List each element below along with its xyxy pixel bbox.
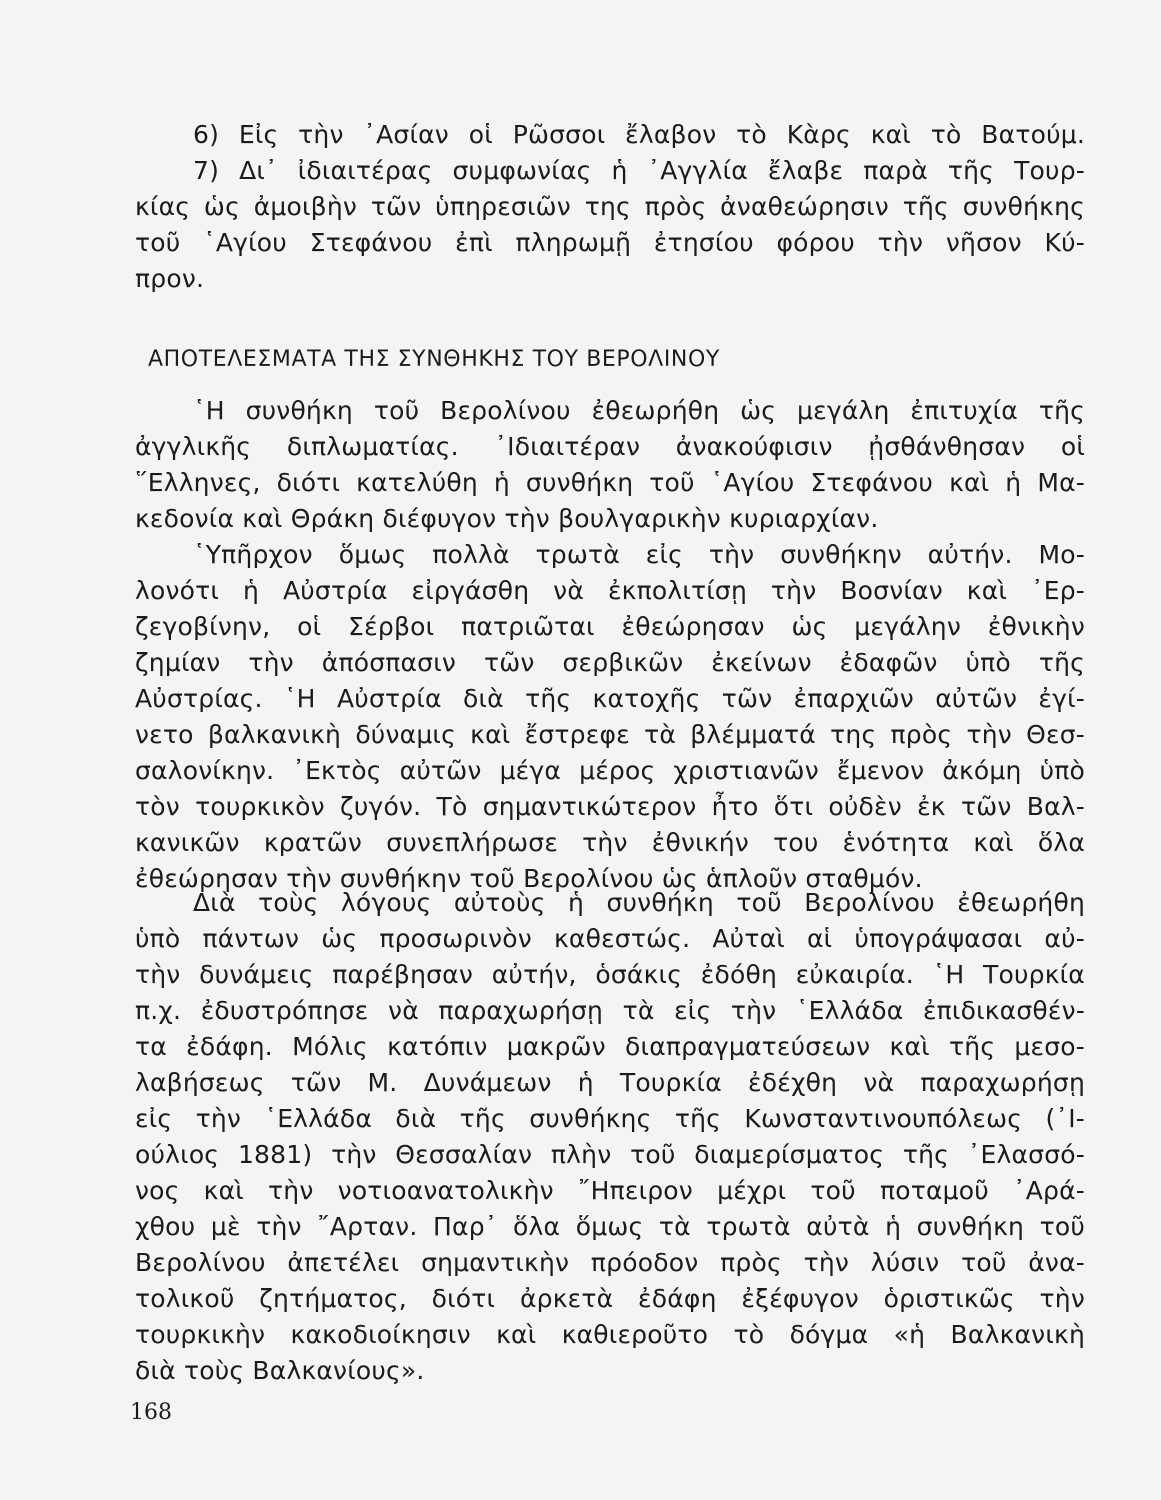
text-line: Βερολίνου ἀπετέλει σημαντικὴν πρόοδον πρὸς τὴν λύσιν τοῦ ἀνα- [135, 1248, 1085, 1277]
list-item-7-line: κίας ὡς ἀμοιβὴν τῶν ὑπηρεσιῶν της πρὸς ἀναθεώρησιν τῆς συνθήκης [135, 192, 1085, 221]
page-number: 168 [130, 1400, 172, 1425]
text-line: εἰς τὴν ῾Ελλάδα διὰ τῆς συνθήκης τῆς Κωνσταντινουπόλεως (᾿Ι- [135, 1104, 1085, 1133]
text-line: νος καὶ τὴν νοτιοανατολικὴν ῎Ηπειρον μέχρι τοῦ ποταμοῦ ᾿Αρά- [135, 1176, 1085, 1205]
text-line: κεδονία καὶ Θράκη διέφυγον τὴν βουλγαρικὴν κυριαρχίαν. [135, 504, 879, 533]
text-line: ζεγοβίνην, οἱ Σέρβοι πατριῶται ἐθεώρησαν ὡς μεγάλην ἐθνικὴν [135, 612, 1085, 641]
text-line: ῾Υπῆρχον ὅμως πολλὰ τρωτὰ εἰς τὴν συνθήκην αὐτήν. Μο- [193, 540, 1085, 569]
text-line: Αὐστρίας. ῾Η Αὐστρία διὰ τῆς κατοχῆς τῶν ἐπαρχιῶν αὐτῶν ἐγί- [135, 684, 1085, 713]
text-line: σαλονίκην. ᾿Εκτὸς αὐτῶν μέγα μέρος χριστιανῶν ἔμενον ἀκόμη ὑπὸ [135, 756, 1085, 785]
text-line: ζημίαν τὴν ἀπόσπασιν τῶν σερβικῶν ἐκείνων ἐδαφῶν ὑπὸ τῆς [135, 648, 1085, 677]
text-line: ούλιος 1881) τὴν Θεσσαλίαν πλὴν τοῦ διαμερίσματος τῆς ᾿Ελασσό- [135, 1140, 1085, 1169]
text-line: διὰ τοὺς Βαλκανίους». [135, 1356, 425, 1385]
text-line: Διὰ τοὺς λόγους αὐτοὺς ἡ συνθήκη τοῦ Βερολίνου ἐθεωρήθη [193, 888, 1085, 917]
section-heading: ΑΠΟΤΕΛΕΣΜΑΤΑ ΤΗΣ ΣΥΝΘΗΚΗΣ ΤΟΥ ΒΕΡΟΛΙΝΟΥ [148, 347, 720, 372]
text-line: π.χ. ἐδυστρόπησε νὰ παραχωρήσῃ τὰ εἰς τὴν ῾Ελλάδα ἐπιδικασθέν- [135, 996, 1085, 1025]
text-line: ῾Η συνθήκη τοῦ Βερολίνου ἐθεωρήθη ὡς μεγάλη ἐπιτυχία τῆς [193, 396, 1085, 425]
text-line: κανικῶν κρατῶν συνεπλήρωσε τὴν ἐθνικήν του ἑνότητα καὶ ὅλα [135, 828, 1085, 857]
text-line: τουρκικὴν κακοδιοίκησιν καὶ καθιεροῦτο τὸ δόγμα «ἡ Βαλκανικὴ [135, 1320, 1085, 1349]
text-line: τα ἐδάφη. Μόλις κατόπιν μακρῶν διαπραγματεύσεων καὶ τῆς μεσο- [135, 1032, 1085, 1061]
text-line: ἀγγλικῆς διπλωματίας. ᾿Ιδιαιτέραν ἀνακούφισιν ᾐσθάνθησαν οἱ [135, 432, 1085, 461]
text-line: ἐθεώρησαν τὴν συνθήκην τοῦ Βερολίνου ὡς ἁπλοῦν σταθμόν. [135, 864, 923, 893]
text-line: ὑπὸ πάντων ὡς προσωρινὸν καθεστώς. Αὐταὶ αἱ ὑπογράψασαι αὐ- [135, 924, 1085, 953]
text-line: τὸν τουρκικὸν ζυγόν. Τὸ σημαντικώτερον ἦτο ὅτι οὐδὲν ἐκ τῶν Βαλ- [135, 792, 1085, 821]
list-item-7-line: προν. [135, 264, 205, 293]
text-line: τολικοῦ ζητήματος, διότι ἀρκετὰ ἐδάφη ἐξέφυγον ὁριστικῶς τὴν [135, 1284, 1085, 1313]
list-item-6: 6) Εἰς τὴν ᾿Ασίαν οἱ Ρῶσσοι ἔλαβον τὸ Κὰρς καὶ τὸ Βατούμ. [193, 120, 1085, 149]
list-item-7-line: τοῦ ῾Αγίου Στεφάνου ἐπὶ πληρωμῇ ἐτησίου φόρου τὴν νῆσον Κύ- [135, 228, 1085, 257]
text-line: ῞Ελληνες, διότι κατελύθη ἡ συνθήκη τοῦ ῾Αγίου Στεφάνου καὶ ἡ Μα- [135, 468, 1085, 497]
text-line: λαβήσεως τῶν Μ. Δυνάμεων ἡ Τουρκία ἐδέχθη νὰ παραχωρήσῃ [135, 1068, 1085, 1097]
text-line: τὴν δυνάμεις παρέβησαν αὐτήν, ὁσάκις ἐδόθη εὐκαιρία. ῾Η Τουρκία [135, 960, 1085, 989]
list-item-7-line: 7) Δι᾿ ἰδιαιτέρας συμφωνίας ἡ ᾿Αγγλία ἔλαβε παρὰ τῆς Τουρ- [193, 156, 1085, 185]
text-line: χθου μὲ τὴν ῎Αρταν. Παρ᾿ ὅλα ὅμως τὰ τρωτὰ αὐτὰ ἡ συνθήκη τοῦ [135, 1212, 1085, 1241]
text-line: νετο βαλκανικὴ δύναμις καὶ ἔστρεφε τὰ βλέμματά της πρὸς τὴν Θεσ- [135, 720, 1085, 749]
text-line: λονότι ἡ Αὐστρία εἰργάσθη νὰ ἐκπολιτίσῃ τὴν Βοσνίαν καὶ ᾿Ερ- [135, 576, 1085, 605]
